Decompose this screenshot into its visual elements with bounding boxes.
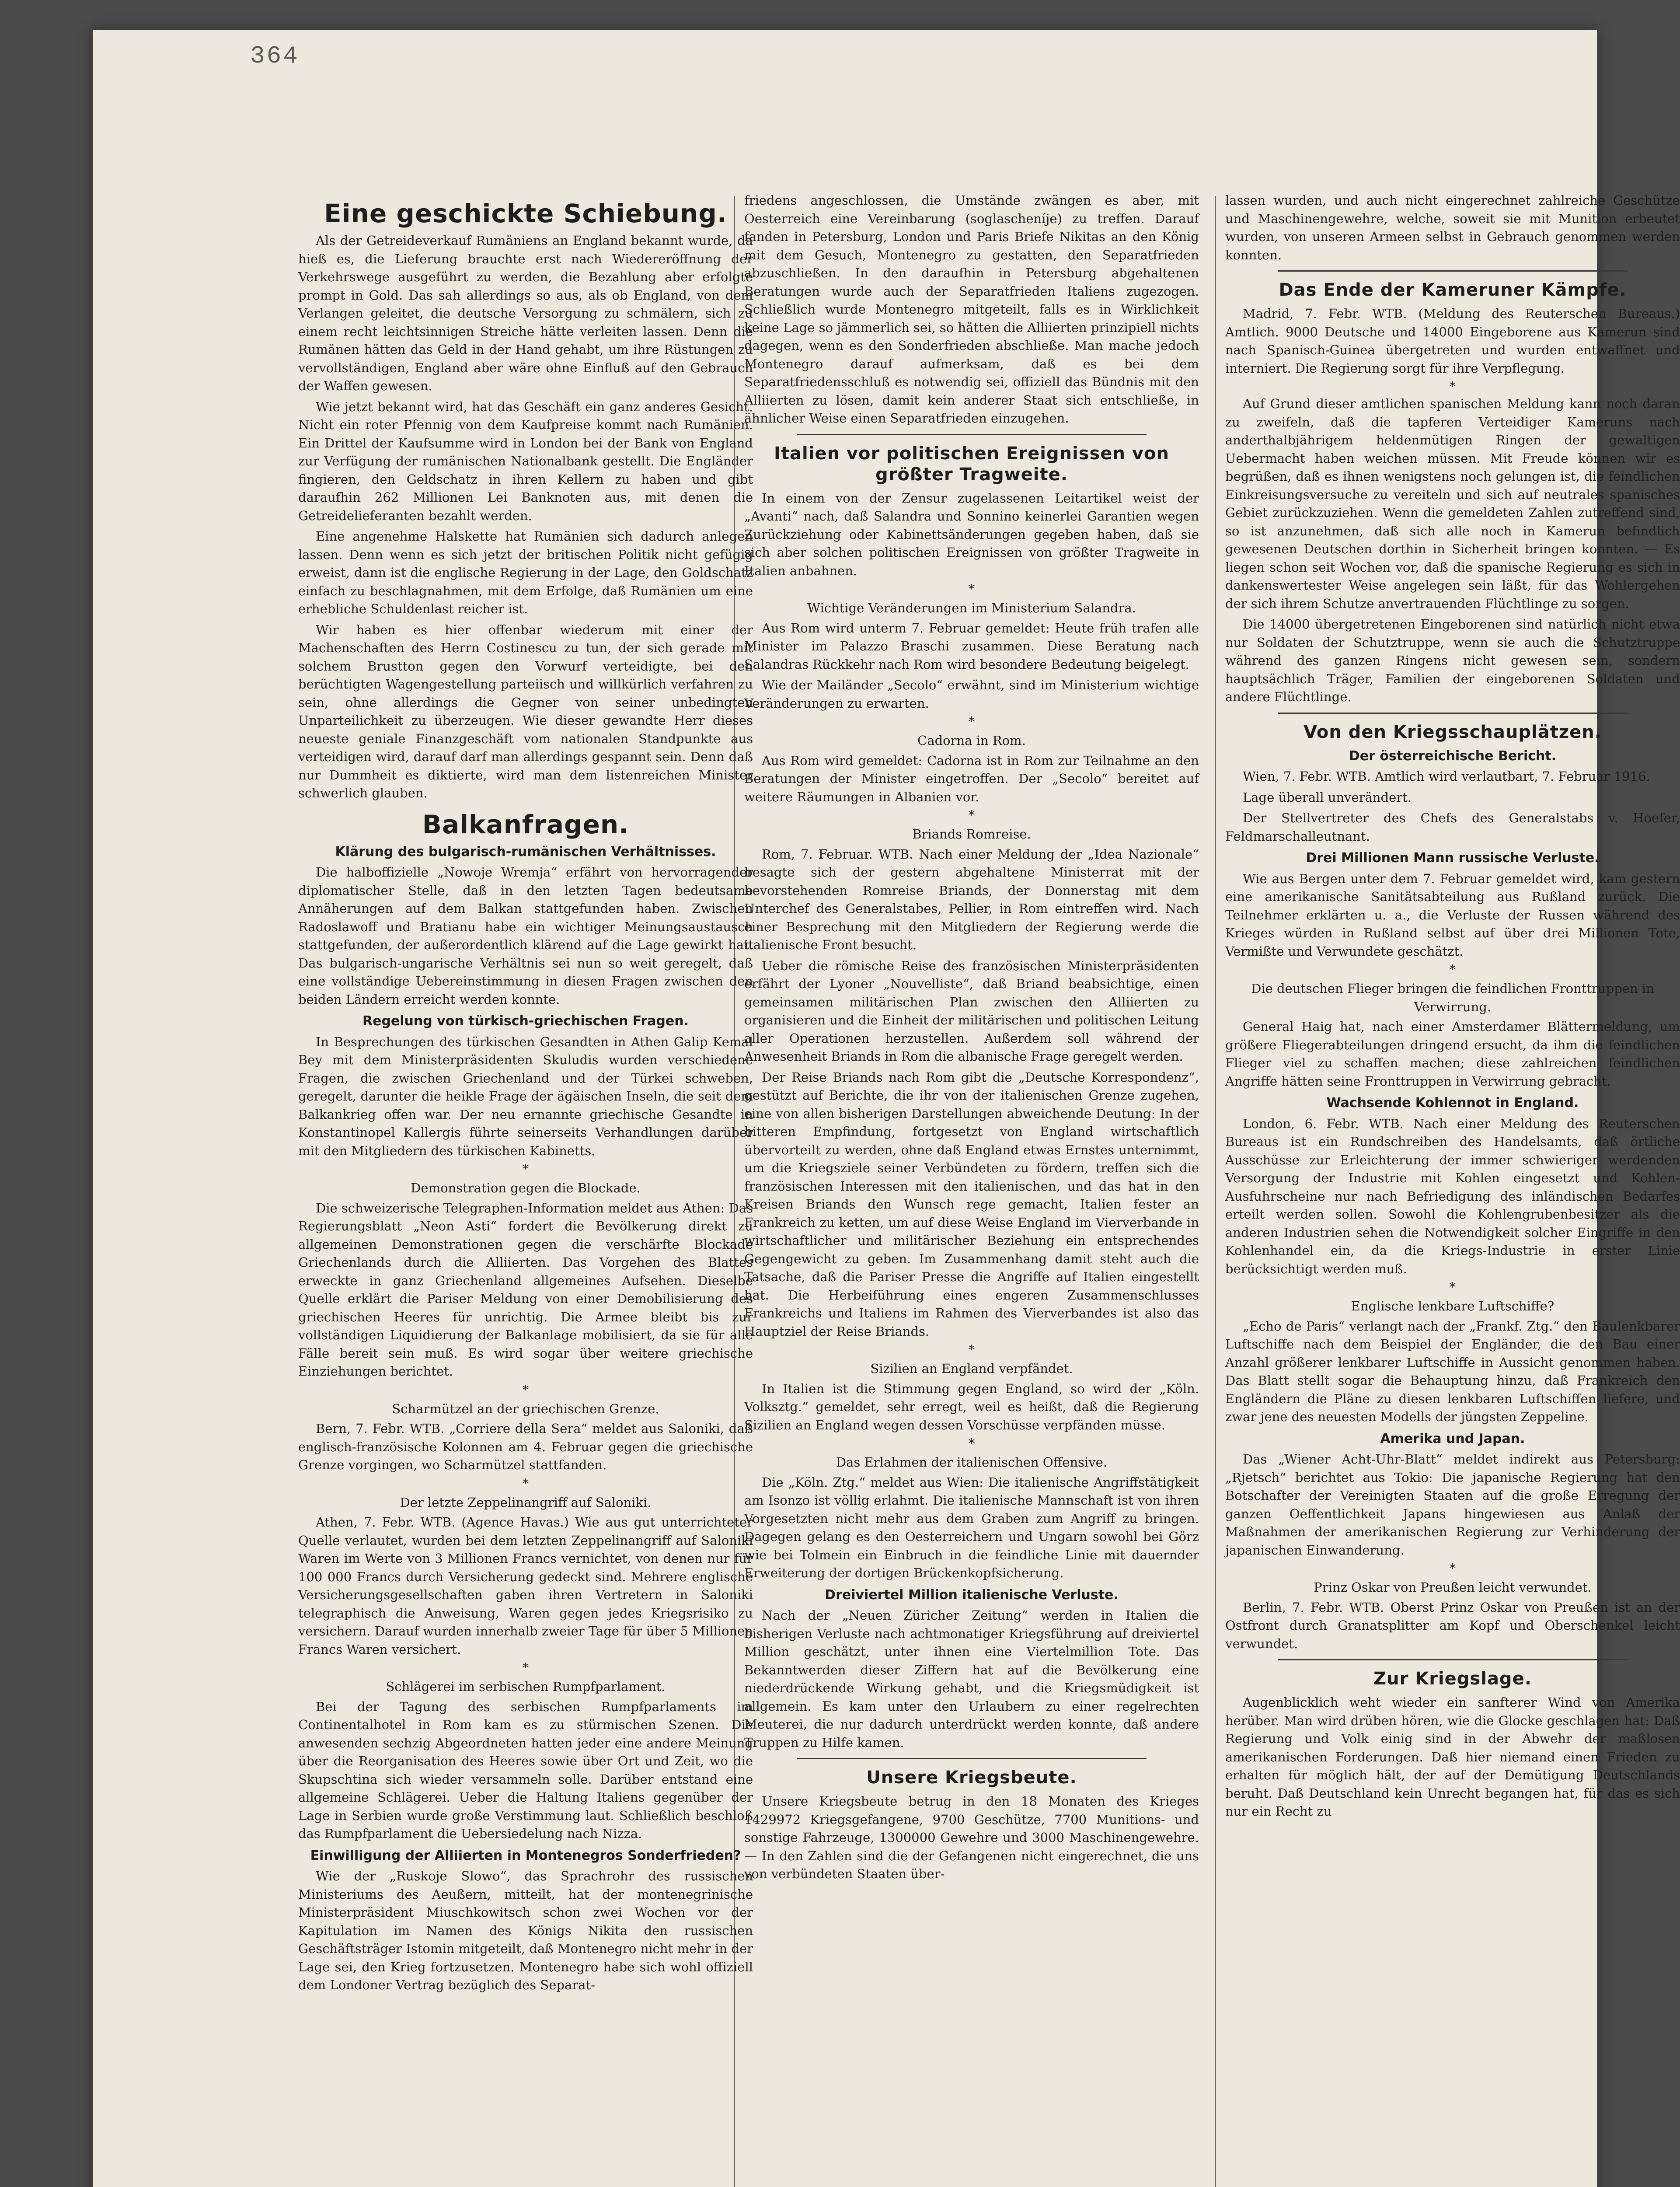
subheadline: Amerika und Japan.: [1380, 1431, 1525, 1446]
separator-star: *: [969, 1342, 975, 1357]
paragraph: „Echo de Paris“ verlangt nach der „Frankf. Ztg.“ den Baulenkbarer Luftschiffe nach dem Beispiel der Engländer, die den Bau einer Anzahl größerer lenkbarer Luftschiffe in Aussicht genommen haben. Das Blatt stellt sogar die Behauptung hinzu, daß Frankreich den Engländern die Pläne zu diesen lenkbaren Luftschiffen liefere, und zwar jene des neuesten Modells der jüngsten Zeppeline.: [1225, 1318, 1680, 1424]
separator-star: *: [1450, 379, 1456, 394]
subheadline: Englische lenkbare Luftschiffe?: [1351, 1299, 1555, 1314]
paragraph: Der Stellvertreter des Chefs des Generalstabs v. Hoefer, Feldmarschalleutnant.: [1225, 811, 1680, 844]
paragraph: lassen wurden, und auch nicht eingerechnet zahlreiche Geschütze und Maschinengewehre, welche, soweit sie mit Munition erbeutet wurden, von unseren Armeen selbst in Gebrauch genommen werden konnten.: [1225, 193, 1680, 262]
subheadline: Demonstration gegen die Blockade.: [411, 1181, 641, 1195]
divider: [1278, 1659, 1628, 1660]
headline: Von den Kriegsschauplätzen.: [1304, 722, 1602, 742]
newspaper-page: [93, 30, 1680, 2187]
paragraph: Madrid, 7. Febr. WTB. (Meldung des Reuterschen Bureaus.) Amtlich. 9000 Deutsche und 14000 Eingeborene aus Kamerun sind nach Spanisch-Guinea übergetreten und wurden entwaffnet und interniert. Die Regierung sorgt für ihre Verpflegung.: [1225, 306, 1680, 376]
page-number: 364: [250, 42, 300, 70]
paragraph: In Besprechungen des türkischen Gesandten in Athen Galip Kemal Bey mit dem Ministerpräsidenten Skuludis wurden verschiedene Fragen, die zwischen Griechenland und der Türkei schweben, geregelt, darunter die heikle Frage der ägäischen Inseln, die seit dem Balkankrieg offen war. Der neu ernannte griechische Gesandte in Konstantinopel Kallergis führte seinerseits Verhandlungen darüber mit den Mitgliedern des türkischen Kabinetts.: [298, 1034, 753, 1158]
separator-star: *: [969, 714, 975, 729]
column-divider: [1215, 196, 1216, 2187]
column-3: [1225, 192, 1680, 2187]
paragraph: Die halboffizielle „Nowoje Wremja“ erfährt von hervorragender diplomatischer Stelle, daß in den letzten Tagen bedeutsame Annäherungen auf dem Balkan stattgefunden haben. Zwischen Radoslawoff und Bratianu habe ein wichtiger Meinungsaustausch stattgefunden, der außerordentlich klärend auf die Lage gewirkt hat. Das bulgarisch-ungarische Verhältnis sei nun so weit geregelt, daß eine vollständige Uebereinstimmung in diesen Fragen zwischen den beiden Ländern erreicht werden konnte.: [298, 865, 753, 1007]
paragraph: Nach der „Neuen Züricher Zeitung“ werden in Italien die bisherigen Verluste nach achtmonatiger Kriegsführung auf dreiviertel Million geschätzt, unter ihnen eine Viertelmillion Tote. Das Bekanntwerden dieser Ziffern hat auf die Bevölkerung eine niederdrückende Wirkung gehabt, und die Kriegsmüdigkeit ist allgemein. Es kam unter den Urlaubern zu einer regelrechten Meuterei, die nur dadurch unterdrückt werden konnte, daß andere Truppen zu Hilfe kamen.: [744, 1608, 1199, 1750]
divider: [797, 1758, 1147, 1759]
subheadline: Scharmützel an der griechischen Grenze.: [392, 1401, 659, 1416]
paragraph: Lage überall unverändert.: [1243, 790, 1412, 805]
headline: Unsere Kriegsbeute.: [866, 1768, 1077, 1788]
paragraph: Wir haben es hier offenbar wiederum mit einer der Machenschaften des Herrn Costinescu zu tun, der sich gerade mit solchem Brustton gegen den Vorwurf verteidigte, bei den berüchtigten Wagengestellung parteiisch und willkürlich verfahren zu sein, ohne allerdings die Gegner von seiner unbedingten Unparteilichkeit zu überzeugen. Wie dieser gewandte Herr dieses neueste geniale Finanzgeschäft vom nationalen Standpunkte aus verteidigen wird, darauf darf man allerdings gespannt sein. Denn daß nur Dummheit es diktierte, wird man dem listenreichen Minister schwerlich glauben.: [298, 622, 753, 800]
subheadline: Klärung des bulgarisch-rumänischen Verhältnisses.: [335, 844, 716, 859]
paragraph: Wie der „Ruskoje Slowo“, das Sprachrohr des russischen Ministeriums des Aeußern, mitteilt, hat der montenegrinische Ministerpräsident Miuschkowitsch schon zwei Wochen vor der Kapitulation im Namen des Königs Nikita den russischen Geschäftsträger Istomin mitgeteilt, daß Montenegro nicht mehr in der Lage sei, den Krieg fortzusetzen. Montenegro habe sich wohl offiziell dem Londoner Vertrag bezüglich des Separat-: [298, 1869, 753, 1992]
paragraph: Athen, 7. Febr. WTB. (Agence Havas.) Wie aus gut unterrichteter Quelle verlautet, wurden bei dem letzten Zeppelinangriff auf Saloniki Waren im Werte von 3 Millionen Francs vernichtet, von denen nur für 100 000 Francs durch Versicherung gedeckt sind. Mehrere englische Versicherungsgesellschaften gaben ihren Vertretern in Saloniki telegraphisch die Anweisung, Waren gegen jedes Kriegsrisiko zu versichern. Darauf wurden innerhalb zweier Tage für über 5 Millionen Francs Waren versichert.: [298, 1515, 753, 1657]
subheadline: Dreiviertel Million italienische Verluste.: [825, 1587, 1119, 1603]
paragraph: Augenblicklich weht wieder ein sanfterer Wind von Amerika herüber. Man wird drüben hören, wie die Glocke geschlagen hat: Daß Regierung und Volk einig sind in der Abwehr der maßlosen amerikanischen Forderungen. Daß hier niemand einen Frieden zu erhalten für möglich hält, der auf der Demütigung Deutschlands beruht. Daß Deutschland kein Unrecht begangen hat, für das es sich nur ein Recht zu: [1225, 1695, 1680, 1819]
paragraph: Auf Grund dieser amtlichen spanischen Meldung kann noch daran zu zweifeln, daß die tapferen Verteidiger Kameruns nach anderthalbjährigem heldenmütigen Ringen der gewaltigen Uebermacht haben weichen müssen. Mit Freude können wir es begrüßen, daß es ihnen wenigstens noch gelungen ist, die feindlichen Einkreisungsversuche zu vereiteln und sich auf neutrales spanisches Gebiet zurückzuziehen. Wenn die gemeldeten Zahlen zutreffend sind, so ist anzunehmen, daß sich alle noch in Kamerun befindlich gewesenen Deutschen dorthin in Sicherheit bringen konnten. — Es liegen schon seit Wochen vor, daß die spanische Regierung es sich in dankenswertester Weise angelegen sein läßt, für das Wohlergehen der sich ihrem Schutze anvertrauenden Flüchtlinge zu sorgen.: [1225, 396, 1680, 611]
divider: [1278, 270, 1628, 272]
subheadline: Prinz Oskar von Preußen leicht verwundet.: [1314, 1580, 1592, 1595]
separator-star: *: [1450, 1561, 1456, 1576]
column-2: [744, 192, 1199, 2187]
paragraph: Aus Rom wird unterm 7. Februar gemeldet: Heute früh trafen alle Minister im Palazzo Braschi zusammen. Diese Beratung nach Salandras Rückkehr nach Rom wird besondere Bedeutung beigelegt.: [744, 620, 1199, 672]
separator-star: *: [969, 808, 975, 822]
subheadline: Der österreichische Bericht.: [1349, 748, 1557, 764]
paragraph: Wie aus Bergen unter dem 7. Februar gemeldet wird, kam gestern eine amerikanische Sanitätsabteilung aus Rußland zurück. Die Teilnehmer erklärten u. a., die Verluste der Russen während des Krieges würden in Rußland selbst auf über drei Millionen Tote, Vermißte und Verwundete geschätzt.: [1225, 871, 1680, 959]
paragraph: Bei der Tagung des serbischen Rumpfparlaments im Continentalhotel in Rom kam es zu stürmischen Szenen. Die anwesenden sechzig Abgeordneten hatten jeder eine andere Meinung über die Reorganisation des Heeres sowie über Ort und Zeit, wo die Skupschtina sich wieder versammeln solle. Darüber entstand eine allgemeine Schlägerei. Ueber die Haltung Italiens gegenüber der Lage in Serbien wurde große Verstimmung laut. Schließlich beschloß das Rumpfparlament die Uebersiedelung nach Nizza.: [298, 1699, 753, 1841]
separator-star: *: [969, 1436, 975, 1450]
subheadline: Wachsende Kohlennot in England.: [1326, 1095, 1579, 1111]
subheadline: Die deutschen Flieger bringen die feindlichen Fronttruppen in Verwirrung.: [1251, 981, 1654, 1014]
subheadline: Wichtige Veränderungen im Ministerium Salandra.: [807, 601, 1136, 615]
paragraph: Wie jetzt bekannt wird, hat das Geschäft ein ganz anderes Gesicht. Nicht ein roter Pfennig von dem Kaufpreise kommt nach Rumänien. Ein Drittel der Kaufsumme wird in London bei der Bank von England zur Verfügung der rumänischen Nationalbank gestellt. Die Engländer fingieren, den Geldschatz in ihren Kellern zu haben und gibt daraufhin 262 Millionen Lei Banknoten aus, mit denen die Getreidelieferanten bezahlt werden.: [298, 399, 753, 523]
subheadline: Regelung von türkisch-griechischen Fragen.: [362, 1013, 689, 1029]
paragraph: Rom, 7. Februar. WTB. Nach einer Meldung der „Idea Nazionale“ besagte sich der gestern abgehaltene Ministerrat mit der bevorstehenden Romreise Briands, der Donnerstag mit dem Unterchef des Generalstabes, Pellier, in Rom eintreffen wird. Nach einer Besprechung mit den Mitgliedern der Regierung werde die italienische Front besucht.: [744, 846, 1199, 952]
subheadline: Das Erlahmen der italienischen Offensive.: [836, 1455, 1108, 1470]
paragraph: In einem von der Zensur zugelassenen Leitartikel weist der „Avanti“ nach, daß Salandra und Sonnino keinerlei Garantien wegen Zurückziehung oder Kabinettsänderungen gegeben haben, daß sie sich aber solchen politischen Ereignissen von größter Tragweite in Italien anbahnen.: [744, 490, 1199, 578]
paragraph: Berlin, 7. Febr. WTB. Oberst Prinz Oskar von Preußen ist an der Ostfront durch Granatsplitter am Kopf und Oberschenkel leicht verwundet.: [1225, 1600, 1680, 1651]
separator-star: *: [1450, 1280, 1456, 1294]
headline: Zur Kriegslage.: [1373, 1669, 1532, 1689]
divider: [797, 434, 1147, 435]
separator-star: *: [523, 1476, 529, 1491]
paragraph: Als der Getreideverkauf Rumäniens an England bekannt wurde, da hieß es, die Lieferung brauchte erst nach Wiedereröffnung der Verkehrswege ausgeführt zu werden, die Bezahlung aber erfolgte prompt in Gold. Das sah allerdings so aus, als ob England, von dem Verlangen geleitet, die deutsche Versorgung zu schmälern, sich zu einem recht leichtsinnigen Streiche hätte verleiten lassen. Denn die Rumänen hätten das Geld in der Hand gehabt, um ihre Rüstungen zu vervollständigen, England aber wäre ohne Einfluß auf den Gebrauch der Waffen gewesen.: [298, 233, 753, 393]
paragraph: Die 14000 übergetretenen Eingeborenen sind natürlich nicht etwa nur Soldaten der Schutztruppe, wenn sie auch die Schutztruppe während des ganzen Ringens nicht gewesen sein, sondern hauptsächlich Träger, Familien der eingeborenen Soldaten und andere Flüchtlinge.: [1225, 617, 1680, 704]
paragraph: Die „Köln. Ztg.“ meldet aus Wien: Die italienische Angriffstätigkeit am Isonzo ist völlig erlahmt. Die italienische Mannschaft ist von ihren Vorgesetzten nicht mehr aus dem Graben zum Angriff zu bringen. Dagegen gelang es den Oesterreichern und Ungarn sowohl bei Görz wie bei Tolmein ein Einbruch in die feindliche Linie mit dauernder Erweiterung der dortigen Brückenkopfsicherung.: [744, 1474, 1199, 1580]
separator-star: *: [523, 1382, 529, 1397]
paragraph: Ueber die römische Reise des französischen Ministerpräsidenten erfährt der Lyoner „Nouvelliste“, daß Briand beabsichtige, einen gemeinsamen militärischen Plan zwischen den Alliierten zu organisieren und die Einheit der militärischen und politischen Leitung aller Operationen herzustellen. Außerdem soll während der Anwesenheit Briands in Rom die albanische Frage geregelt werden.: [744, 958, 1199, 1064]
subheadline: Schlägerei im serbischen Rumpfparlament.: [386, 1679, 666, 1694]
divider: [1278, 713, 1628, 714]
paragraph: Aus Rom wird gemeldet: Cadorna ist in Rom zur Teilnahme an den Beratungen der Minister eingetroffen. Der „Secolo“ bereitet auf weitere Räumungen in Albanien vor.: [744, 753, 1199, 804]
paragraph: friedens angeschlossen, die Umstände zwängen es aber, mit Oesterreich eine Vereinbarung (soglascheníje) zu treffen. Darauf fanden in Petersburg, London und Paris Briefe Nikitas an den König mit dem Gesuch, Montenegro zu gestatten, den Separatfrieden abzuschließen. In den daraufhin in Petersburg abgehaltenen Beratungen wurde auch der Separatfrieden Italiens zugezogen. Schließlich wurde Montenegro mitgeteilt, falls es in Wirklichkeit keine Lage so jämmerlich sei, so hätten die Alliierten prinzipiell nichts dagegen, wenn es den Sonderfrieden abschließe. Man mache jedoch Montenegro darauf aufmerksam, daß es bei dem Separatfriedensschluß es notwendig sei, offiziell das Bündnis mit den Alliierten zu lösen, damit kein anderer Staat sich entschließe, in ähnlicher Weise einen Separatfrieden einzugehen.: [744, 193, 1199, 426]
subheadline: Drei Millionen Mann russische Verluste.: [1306, 850, 1600, 866]
subheadline: Briands Romreise.: [912, 827, 1031, 842]
subheadline: Einwilligung der Alliierten in Montenegros Sonderfrieden?: [310, 1848, 741, 1863]
paragraph: In Italien ist die Stimmung gegen England, so wird der „Köln. Volksztg.“ gemeldet, sehr erregt, weil es heißt, daß die Regierung Sizilien an England wegen dessen Vorschüsse verpfänden müsse.: [744, 1381, 1199, 1432]
headline: Italien vor politischen Ereignissen von größter Tragweite.: [774, 443, 1169, 485]
paragraph: Wien, 7. Febr. WTB. Amtlich wird verlautbart, 7. Februar 1916.: [1243, 769, 1650, 784]
headline: Das Ende der Kameruner Kämpfe.: [1279, 280, 1627, 300]
subheadline: Sizilien an England verpfändet.: [870, 1361, 1073, 1376]
column-1: [298, 192, 753, 2187]
paragraph: Die schweizerische Telegraphen-Information meldet aus Athen: Das Regierungsblatt „Neon Asti“ fordert die Bevölkerung direkt zu allgemeinen Demonstrationen gegen die verschärfte Blockade Griechenlands durch die Alliierten. Das Vorgehen des Blattes erweckte in ganz Griechenland allgemeines Aufsehen. Dieselbe Quelle erklärt die Pariser Meldung von einer Demobilisierung des griechischen Heeres für unrichtig. Die Armee bleibt bis zur vollständigen Liquidierung der Balkanlage mobilisiert, da sie für alle Fälle bereit sein muß. Es wird sogar über weitere griechische Einziehungen berichtet.: [298, 1200, 753, 1379]
separator-star: *: [523, 1660, 529, 1675]
paragraph: Bern, 7. Febr. WTB. „Corriere della Sera“ meldet aus Saloniki, daß englisch-französische Kolonnen am 4. Februar gegen die griechische Grenze vorgingen, wo Scharmützel stattfanden.: [298, 1421, 753, 1472]
paragraph: Das „Wiener Acht-Uhr-Blatt“ meldet indirekt aus Petersburg: „Rjetsch“ berichtet aus Tokio: Die japanische Regierung hat den Botschafter der Vereinigten Staaten auf die große Erregung der ganzen Oeffentlichkeit Japans hingewiesen aus Anlaß der Maßnahmen der amerikanischen Regierung zur Verhinderung der japanischen Einwanderung.: [1225, 1452, 1680, 1558]
separator-star: *: [523, 1162, 529, 1176]
paragraph: London, 6. Febr. WTB. Nach einer Meldung des Reuterschen Bureaus ist ein Rundschreiben des Handelsamts, daß örtliche Ausschüsse zur Erleichterung der immer schwieriger werdenden Versorgung der Industrie mit Kohlen eingesetzt und Kohlen-Ausfuhrscheine nur nach Befriedigung des inländischen Bedarfes erteilt werden sollen. Sowohl die Kohlengrubenbesitzer als die anderen Industrien sehen die Notwendigkeit solcher Eingriffe in den Kohlenhandel ein, da die Kriegs-Industrie in erster Linie berücksichtigt werden muß.: [1225, 1116, 1680, 1276]
paragraph: Wie der Mailänder „Secolo“ erwähnt, sind im Ministerium wichtige Veränderungen zu erwarten.: [744, 678, 1199, 711]
separator-star: *: [1450, 962, 1456, 977]
subheadline: Der letzte Zeppelinangriff auf Saloniki.: [400, 1495, 652, 1510]
headline: Balkanfragen.: [422, 809, 629, 839]
separator-star: *: [969, 582, 975, 596]
paragraph: General Haig hat, nach einer Amsterdamer Blättermeldung, um größere Fliegerabteilungen dringend ersucht, da ihm die feindlichen Flieger viel zu schaffen machen; diese zahlreichen feindlichen Angriffe hätten seine Fronttruppen in Verwirrung gebracht.: [1225, 1019, 1680, 1089]
paragraph: Unsere Kriegsbeute betrug in den 18 Monaten des Krieges 1429972 Kriegsgefangene, 9700 Geschütze, 7700 Munitions- und sonstige Fahrzeuge, 1300000 Gewehre und 3000 Maschinengewehre. — In den Zahlen sind die der Gefangenen nicht eingerechnet, die uns von verbündeten Staaten über-: [744, 1794, 1199, 1881]
paragraph: Eine angenehme Halskette hat Rumänien sich dadurch anlegen lassen. Denn wenn es sich jetzt der britischen Politik nicht gefügig erweist, dann ist die englische Regierung in der Lage, den Goldschatz einfach zu beschlagnahmen, mit dem Erfolge, daß Rumänien um eine erhebliche Schuldenlast reicher ist.: [298, 529, 753, 616]
headline: Eine geschickte Schiebung.: [324, 199, 727, 228]
paragraph: Der Reise Briands nach Rom gibt die „Deutsche Korrespondenz“, gestützt auf Berichte, die ihr von der italienischen Grenze zugehen, eine von allen bisherigen Darstellungen abweichende Deutung: In der bitteren Empfindung, fortgesetzt von England wirtschaftlich übervorteilt zu werden, ohne daß England etwas Ernstes unternimmt, um die Kriegsziele seiner Verbündeten zu fördern, treffen sich die französischen Interessen mit den italienischen, und das hat in den Kreisen Briands den Wunsch rege gemacht, Italien fester an Frankreich zu ketten, um auf diese Weise England im Vierverbande in wirtschaftlicher und militärischer Beziehung ein entsprechendes Gegengewicht zu geben. Im Zusammenhang damit steht auch die Tatsache, daß die Pariser Presse die Angriffe auf Italien eingestellt hat. Die Herbeiführung eines engeren Zusammenschlusses Frankreichs und Italiens im Rahmen des Vierverbandes ist also das Hauptziel der Reise Briands.: [744, 1069, 1199, 1339]
subheadline: Cadorna in Rom.: [917, 733, 1026, 748]
